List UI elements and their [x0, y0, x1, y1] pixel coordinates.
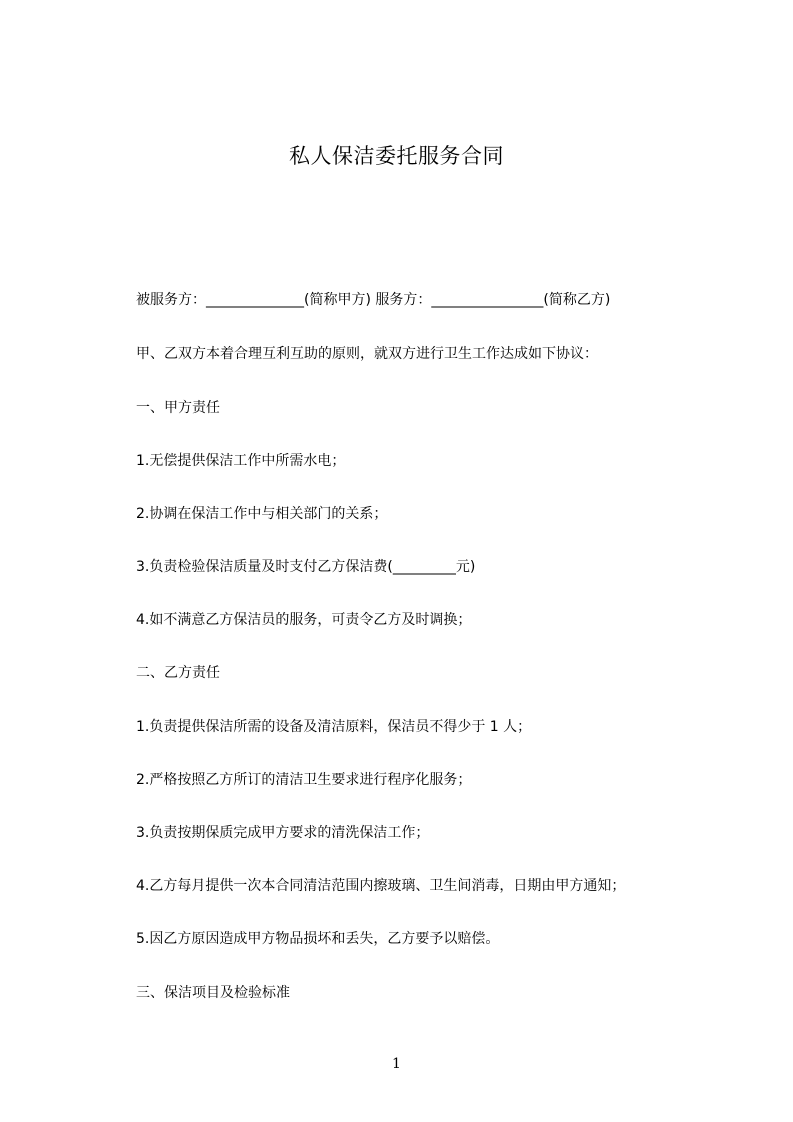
party-b-item-1: 1.负责提供保洁所需的设备及清洁原料，保洁员不得少于 1 人； — [136, 719, 532, 735]
document-title: 私人保洁委托服务合同 — [289, 144, 504, 168]
party-a-item-1: 1.无偿提供保洁工作中所需水电； — [136, 453, 346, 469]
parties-line: 被服务方：______________(简称甲方) 服务方：________________(简称乙方) — [136, 292, 611, 308]
party-b-item-2: 2.严格按照乙方所订的清洁卫生要求进行程序化服务； — [136, 772, 472, 788]
party-a-item-4: 4.如不满意乙方保洁员的服务，可责令乙方及时调换； — [136, 612, 472, 628]
section-heading-party-a: 一、甲方责任 — [136, 400, 220, 416]
section-heading-party-b: 二、乙方责任 — [136, 665, 220, 681]
page-number: 1 — [392, 1056, 401, 1072]
party-b-item-3: 3.负责按期保质完成甲方要求的清洗保洁工作； — [136, 825, 430, 841]
party-b-item-5: 5.因乙方原因造成甲方物品损坏和丢失，乙方要予以赔偿。 — [136, 931, 500, 947]
intro-paragraph: 甲、乙双方本着合理互利互助的原则，就双方进行卫生工作达成如下协议： — [136, 346, 598, 362]
party-b-item-4: 4.乙方每月提供一次本合同清洁范围内擦玻璃、卫生间消毒，日期由甲方通知； — [136, 878, 626, 894]
section-heading-cleaning-standards: 三、保洁项目及检验标准 — [136, 985, 290, 1001]
party-a-item-2: 2.协调在保洁工作中与相关部门的关系； — [136, 506, 388, 522]
party-a-item-3: 3.负责检验保洁质量及时支付乙方保洁费(_________元) — [136, 559, 476, 575]
